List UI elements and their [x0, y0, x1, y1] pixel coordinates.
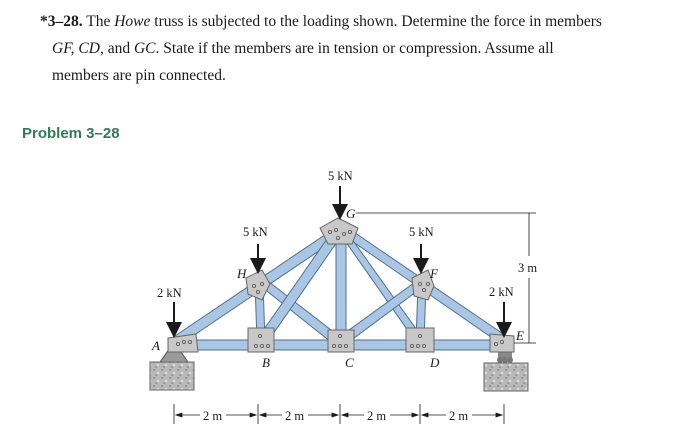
member-names: GF, CD, — [52, 40, 104, 57]
plate-b — [248, 328, 274, 352]
span-label-4: 2 m — [449, 409, 469, 423]
node-label-f: F — [430, 266, 438, 281]
height-label: 3 m — [518, 261, 538, 275]
plate-g — [320, 218, 358, 244]
plate-c — [328, 330, 354, 352]
span-label-2: 2 m — [285, 409, 305, 423]
member-gc — [336, 230, 346, 342]
problem-text-2a: and — [103, 40, 134, 57]
node-label-e: E — [516, 328, 524, 343]
load-label-g: 5 kN — [328, 169, 353, 183]
node-label-b: B — [262, 355, 270, 370]
load-label-e: 2 kN — [489, 285, 514, 299]
problem-label: Problem 3–28 — [22, 125, 120, 142]
node-label-d: D — [430, 355, 440, 370]
node-label-h: H — [237, 266, 247, 281]
node-label-g: G — [346, 206, 356, 221]
span-label-1: 2 m — [203, 409, 223, 423]
load-label-a: 2 kN — [157, 286, 182, 300]
problem-text-2b: . State if the members are in tension or compression. Assume all — [155, 40, 554, 57]
load-label-h: 5 kN — [243, 225, 268, 239]
node-label-a: A — [152, 338, 160, 353]
plate-d — [406, 328, 434, 352]
problem-number: *3–28. — [40, 13, 83, 30]
plate-e — [490, 334, 514, 352]
support-e — [484, 352, 528, 391]
span-label-3: 2 m — [367, 409, 387, 423]
node-label-c: C — [345, 355, 354, 370]
problem-line-3: members are pin connected. — [52, 67, 226, 84]
load-label-f: 5 kN — [409, 225, 434, 239]
height-dimension — [356, 213, 536, 343]
problem-text-1b: truss is subjected to the loading shown. Determine the force in members — [150, 13, 602, 30]
problem-text-1a: The — [86, 13, 115, 30]
member-gc: GC — [133, 40, 156, 57]
truss-type: Howe — [114, 13, 151, 30]
